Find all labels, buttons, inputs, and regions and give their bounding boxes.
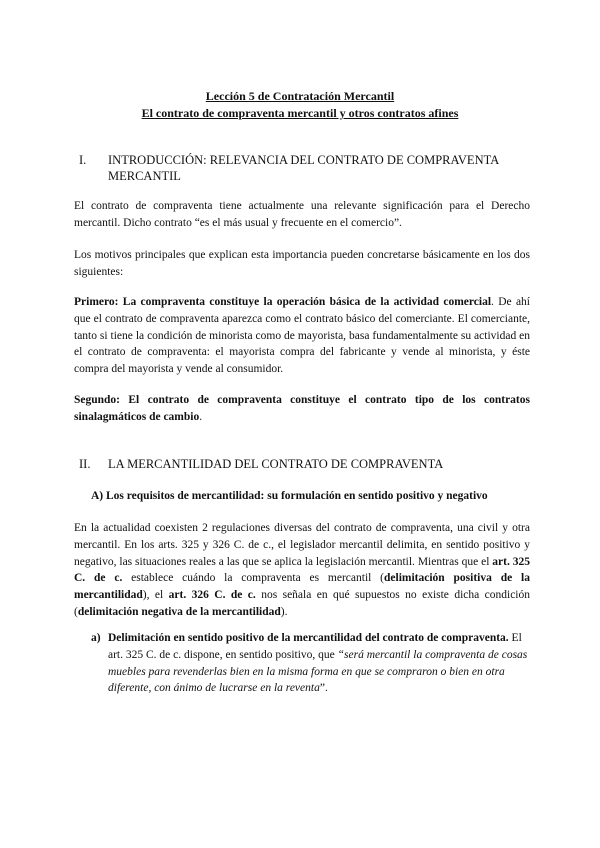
text-run: nos señala en qué supuestos no existe dicha condición ( [74, 589, 530, 618]
section-2-number: II. [79, 457, 91, 471]
section-1-paragraph-2: Los motivos principales que explican esta importancia pueden concretarse básicamente en los dos siguientes: [74, 249, 530, 278]
lesson-subtitle: El contrato de compraventa mercantil y otros contratos afines [141, 106, 459, 120]
list-item-body [108, 630, 530, 697]
text-run: ). [280, 605, 288, 618]
article-325-ref: art. 325 C. de c. [74, 555, 531, 585]
second-reason-bold: Segundo: El contrato de compraventa constituye el contrato tipo de los contratos sinalagmáticos de cambio [74, 394, 530, 423]
first-reason-text: . De ahí que el contrato de compraventa aparezca como el contrato básico del comerciante. El comerciante, tanto si tiene la condición de minorista como de mayorista, basa fundamentalmente su actividad en el contrato de compraventa: el mayorista compra del fabricante y vende al minorista, y éste compra del mayorista y vende al consumidor. [74, 296, 530, 376]
section-1-paragraph-1: El contrato de compraventa tiene actualmente una relevante significación para el Derecho mercantil. Dicho contrato “es el más usual y frecuente en el comercio”. [74, 200, 530, 229]
text-run: ”. [319, 682, 328, 695]
section-1-paragraph-3 [74, 294, 530, 378]
text-run: establece cuándo la compraventa es mercantil ( [122, 572, 385, 585]
item-a-heading: Delimitación en sentido positivo de la mercantilidad del contrato de compraventa. [108, 632, 509, 644]
lesson-title: Lección 5 de Contratación Mercantil [205, 89, 395, 103]
negative-delimitation-term: delimitación negativa de la mercantilidad [77, 605, 281, 618]
second-reason-text: . [199, 410, 203, 423]
text-run: En la actualidad coexisten 2 regulaciones diversas del contrato de compraventa, una civil y otra mercantil. En los arts. 325 y 326 C. de c., el legislador mercantil delimita, en sentido positivo y negativo, las situaciones reales a las que se aplica la legislación mercantil. Mientras que el [74, 522, 530, 568]
section-2-subheading: A) Los requisitos de mercantilidad: su formulación en sentido positivo y negativo [91, 490, 488, 502]
section-1-title: INTRODUCCIÓN: RELEVANCIA DEL CONTRATO DE COMPRAVENTA MERCANTIL [108, 153, 499, 183]
positive-delimitation-term: delimitación positiva de la mercantilidad [74, 572, 530, 602]
article-325-quote: “será mercantil la compraventa de cosas muebles para revenderlas bien en la misma forma en que se compraron o bien en otra diferente, con ánimo de lucrarse en la reventa [108, 648, 528, 695]
section-1-number: I. [79, 153, 87, 167]
list-marker: a) [91, 632, 101, 644]
section-2-title: LA MERCANTILIDAD DEL CONTRATO DE COMPRAVENTA [108, 457, 444, 471]
text-run: El art. 325 C. de c. dispone, en sentido positivo, que [108, 632, 522, 661]
section-2-paragraph-1 [74, 520, 530, 621]
article-326-ref: art. 326 C. de c. [168, 589, 256, 602]
text-run: ), el [142, 589, 169, 602]
first-reason-bold: Primero: La compraventa constituye la operación básica de la actividad comercial [74, 296, 492, 308]
section-1-paragraph-4 [74, 392, 530, 426]
